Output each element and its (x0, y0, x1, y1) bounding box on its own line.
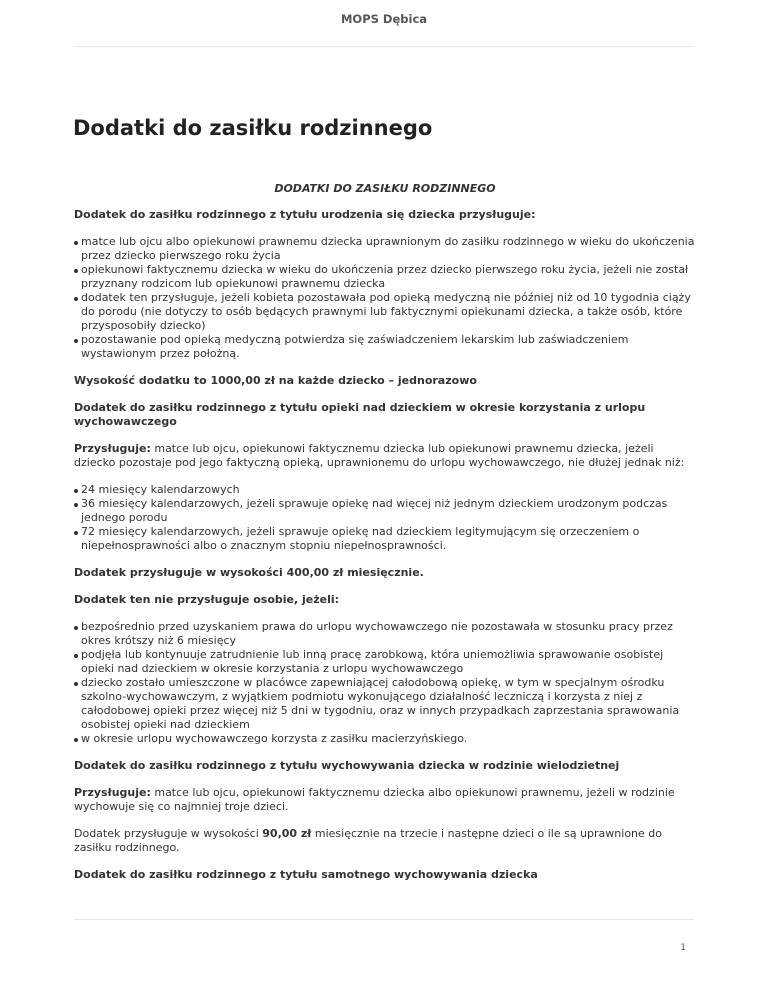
list-item: pozostawanie pod opieką medyczną potwierdza się zaświadczeniem lekarskim lub zaświadczeniem wystawionym przez położną. (81, 333, 696, 361)
document-subtitle: DODATKI DO ZASIŁKU RODZINNEGO (274, 182, 496, 195)
footer-divider (74, 919, 694, 920)
lead-label: Przysługuje: (74, 786, 151, 799)
list-item: matce lub ojcu albo opiekunowi prawnemu dziecka uprawnionym do zasiłku rodzinnego w wieku do ukończenia przez dziecko pierwszego roku życia (81, 235, 695, 262)
section-heading-single-parent: Dodatek do zasiłku rodzinnego z tytułu samotnego wychowywania dziecka (74, 868, 538, 881)
amount-parental-leave: Dodatek przysługuje w wysokości 400,00 zł miesięcznie. (74, 566, 424, 579)
list-item: dodatek ten przysługuje, jeżeli kobieta pozostawała pod opieką medyczną nie później niż od 10 tygodnia ciąży do porodu (nie dotyczy to osób będących prawnymi lub faktycznymi opiekunami dziecka, a także osób, które przysposobiły dziecko) (81, 291, 696, 333)
amount-value: 90,00 zł (262, 827, 312, 840)
section-heading-parental-leave: Dodatek do zasiłku rodzinnego z tytułu opieki nad dzieckiem w okresie korzystania z urlopu wychowawczego (74, 401, 646, 428)
list-item: 72 miesięcy kalendarzowych, jeżeli sprawuje opiekę nad dzieckiem legitymującym się orzeczeniem o niepełnosprawności albo o znacznym stopniu niepełnosprawności. (81, 525, 696, 553)
list-item: w okresie urlopu wychowawczego korzysta z zasiłku macierzyńskiego. (81, 732, 696, 746)
amount-birth: Wysokość dodatku to 1000,00 zł na każde dziecko – jednorazowo (74, 374, 477, 387)
paragraph-large-family-eligibility (74, 786, 696, 814)
list-item: 36 miesięcy kalendarzowych, jeżeli sprawuje opiekę nad więcej niż jednym dzieckiem urodzonym podczas jednego porodu (81, 497, 696, 525)
list-parental-leave-duration (74, 483, 696, 553)
list-item: bezpośrednio przed uzyskaniem prawa do urlopu wychowawczego nie pozostawała w stosunku pracy przez okres krótszy niż 6 miesięcy (81, 620, 696, 648)
list-item: 24 miesięcy kalendarzowych (81, 483, 696, 497)
document-content (74, 182, 696, 895)
section-heading-exclusions: Dodatek ten nie przysługuje osobie, jeżeli: (74, 593, 340, 606)
page-title: Dodatki do zasiłku rodzinnego (73, 116, 433, 140)
site-name: MOPS Dębica (340, 12, 428, 26)
amount-text-pre: Dodatek przysługuje w wysokości (74, 827, 263, 840)
list-exclusions (74, 620, 696, 746)
page-number: 1 (680, 943, 686, 953)
list-item: dziecko zostało umieszczone w placówce zapewniającej całodobową opiekę, w tym w specjalnym ośrodku szkolno-wychowawczym, z wyjątkiem podmiotu wykonującego działalność leczniczą i korzysta z niej z całodobowej opieki przez więcej niż 5 dni w tygodniu, oraz w innych przypadkach zaprzestania sprawowania osobistej opieki nad dzieckiem (81, 676, 696, 732)
lead-text: matce lub ojcu, opiekunowi faktycznemu dziecka albo opiekunowi prawnemu, jeżeli w rodzinie wychowuje się co najmniej troje dzieci. (74, 786, 675, 813)
site-header (74, 0, 694, 47)
paragraph-large-family-amount (74, 827, 696, 855)
section-heading-birth: Dodatek do zasiłku rodzinnego z tytułu urodzenia się dziecka przysługuje: (74, 208, 536, 221)
lead-text: matce lub ojcu, opiekunowi faktycznemu dziecka lub opiekunowi prawnemu dziecka, jeżeli dziecko pozostaje pod jego faktyczną opieką, uprawnionemu do urlopu wychowawczego, nie dłużej jednak niż: (74, 442, 685, 469)
paragraph-parental-leave-eligibility (74, 442, 696, 470)
list-item: opiekunowi faktycznemu dziecka w wieku do ukończenia przez dziecko pierwszego roku życia, jeżeli nie został przyznany rodzicom lub opiekunowi prawnemu dziecka (81, 263, 696, 291)
section-heading-large-family: Dodatek do zasiłku rodzinnego z tytułu wychowywania dziecka w rodzinie wielodzietnej (74, 759, 620, 772)
amount-text-post: miesięcznie na trzecie i następne dzieci o ile są uprawnione do zasiłku rodzinnego. (74, 827, 662, 854)
list-birth-eligibility (74, 235, 696, 361)
list-item: podjęła lub kontynuuje zatrudnienie lub inną pracę zarobkową, która uniemożliwia sprawowanie osobistej opieki nad dzieckiem w okresie korzystania z urlopu wychowawczego (81, 648, 696, 676)
lead-label: Przysługuje: (74, 442, 151, 455)
